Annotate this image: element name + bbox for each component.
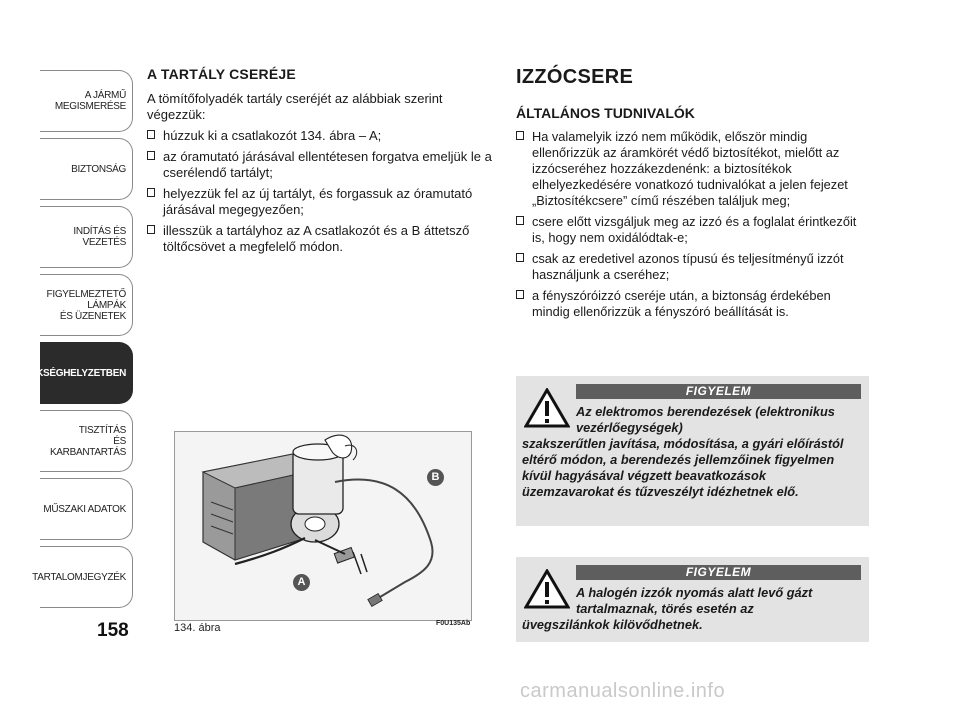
chapter-sidebar: [17, 70, 133, 614]
checkbox-bullet-icon: [147, 130, 155, 139]
figure-caption: 134. ábra: [174, 622, 221, 634]
tab-inditas-es-vezetes[interactable]: [40, 206, 133, 268]
tab-biztonsag[interactable]: [40, 138, 133, 200]
tab-tisztitas-es-karbantartas[interactable]: [40, 410, 133, 472]
warning-heading: FIGYELEM: [576, 384, 861, 399]
tab-label: A JÁRMŰ MEGISMERÉSE: [54, 90, 126, 112]
warning-box-electrical: [516, 376, 869, 526]
list-item: helyezzük fel az új tartályt, és forgassuk az óramutató járásával megegyezően;: [147, 186, 497, 218]
tab-figyelmezteto-lampak[interactable]: [40, 274, 133, 336]
warning-box-halogen: [516, 557, 869, 642]
checkbox-bullet-icon: [516, 290, 524, 299]
label-b-marker: B: [427, 469, 444, 486]
tab-label: INDÍTÁS ÉS VEZETÉS: [73, 226, 126, 248]
tab-szukseghelyzetben[interactable]: [17, 342, 133, 404]
tab-label: SZÜKSÉGHELYZETBEN: [17, 367, 126, 379]
label-a-marker: A: [293, 574, 310, 591]
list-item: az óramutató járásával ellentétesen forgatva emeljük le a cserélendő tartályt;: [147, 149, 497, 181]
list-item: csere előtt vizsgáljuk meg az izzó és a foglalat érintkezőit is, hogy nem oxidálódtak-e;: [516, 214, 870, 246]
tab-label: TISZTÍTÁS ÉS KARBANTARTÁS: [49, 424, 126, 458]
tab-jarmu-megismerese[interactable]: [40, 70, 133, 132]
warning-lead: Az elektromos berendezések (elektronikus vezérlőegységek): [576, 404, 835, 435]
checkbox-bullet-icon: [516, 131, 524, 140]
left-column: [147, 66, 497, 260]
warning-rest: szakszerűtlen javítása, módosítása, a gyári előírástól eltérő módon, a berendezés jellemzőinek figyelmen kívül hagyásával végzett beavatkozások üzemzavarokat és tűzveszélyt idézhetnek elő.: [522, 436, 844, 499]
checkbox-bullet-icon: [516, 216, 524, 225]
tab-label: MŰSZAKI ADATOK: [43, 503, 126, 515]
list-item: csak az eredetivel azonos típusú és teljesítményű izzót használjunk a cseréhez;: [516, 251, 870, 283]
list-item: a fényszóróizzó cseréje után, a biztonság érdekében mindig ellenőrizzük a fényszóró beállítását is.: [516, 288, 870, 320]
checkbox-bullet-icon: [147, 225, 155, 234]
warning-text: [522, 404, 861, 500]
compressor-figure: [174, 431, 472, 621]
checkbox-bullet-icon: [516, 253, 524, 262]
warning-text: [522, 585, 861, 633]
page-number: 158: [97, 620, 129, 641]
checkbox-bullet-icon: [147, 151, 155, 160]
tab-label: TARTALOMJEGYZÉK: [32, 571, 126, 583]
checkbox-bullet-icon: [147, 188, 155, 197]
subsection-title: ÁLTALÁNOS TUDNIVALÓK: [516, 105, 695, 121]
intro-paragraph: A tömítőfolyadék tartály cseréjét az alábbiak szerint végezzük:: [147, 91, 443, 122]
right-column: [516, 66, 870, 325]
list-item: húzzuk ki a csatlakozót 134. ábra – A;: [147, 128, 497, 144]
warning-rest: üvegszilánkok kilövődhetnek.: [522, 617, 703, 632]
tab-tartalomjegyzek[interactable]: [32, 546, 133, 608]
tab-muszaki-adatok[interactable]: [40, 478, 133, 540]
figure-code: F0U135Ab: [436, 620, 471, 627]
section-title-tartaly-csereje: A TARTÁLY CSERÉJE: [147, 66, 296, 82]
compressor-illustration: [175, 432, 471, 620]
warning-lead: A halogén izzók nyomás alatt levő gázt tartalmaznak, törés esetén az: [576, 585, 813, 616]
steps-list: [147, 128, 497, 255]
list-item: illesszük a tartályhoz az A csatlakozót és a B áttetsző töltőcsövet a megfelelő módon.: [147, 223, 497, 255]
tab-label: FIGYELMEZTETŐ LÁMPÁK ÉS ÜZENETEK: [46, 288, 126, 322]
warning-heading: FIGYELEM: [576, 565, 861, 580]
watermark: carmanualsonline.info: [520, 680, 726, 702]
list-item: Ha valamelyik izzó nem működik, először mindig ellenőrizzük az áramkörét védő biztosítékot, mielőtt az izzócseréhez hozzákezdenénk: a biztosítékok elhelyezkedésére vonatkozó tudnivalókat a jelen fejezet „Biztosítékcsere” című részében találjuk meg;: [516, 129, 870, 209]
section-title-izzocsere: IZZÓCSERE: [516, 66, 634, 88]
general-info-list: [516, 129, 870, 320]
tab-label: BIZTONSÁG: [71, 163, 126, 175]
